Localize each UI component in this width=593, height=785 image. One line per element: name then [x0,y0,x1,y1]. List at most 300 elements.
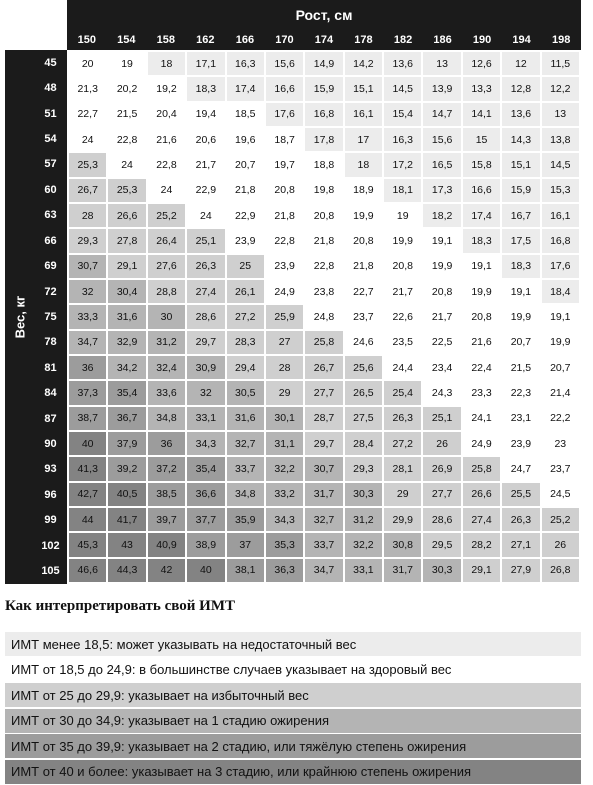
bmi-cell: 27,5 [345,407,382,430]
bmi-cell: 23,9 [502,432,539,455]
bmi-cell: 34,8 [227,483,264,506]
bmi-cell: 26,4 [148,229,185,252]
weight-header-81: 81 [44,361,57,374]
bmi-cell: 28,6 [187,305,224,328]
weight-header-66: 66 [44,234,57,247]
bmi-cell: 21,8 [345,255,382,278]
interpretation-item [5,760,581,784]
bmi-cell: 43 [108,533,145,556]
interpretation-item [5,734,581,758]
bmi-cell: 38,7 [69,407,106,430]
bmi-cell: 31,2 [148,331,185,354]
weight-header-54: 54 [44,132,57,145]
bmi-cell: 21,5 [502,356,539,379]
interpretation-item-text: ИМТ от 25 до 29,9: указывает на избыточный вес [11,687,309,703]
bmi-cell: 17,2 [384,153,421,176]
bmi-cell: 18,3 [502,255,539,278]
bmi-cell: 19,1 [502,280,539,303]
bmi-cell: 27,4 [187,280,224,303]
weight-header-84: 84 [44,387,57,400]
bmi-cell: 17,4 [463,204,500,227]
bmi-cell: 26 [423,432,460,455]
bmi-cell: 12,2 [542,77,579,100]
bmi-cell: 19,1 [463,255,500,278]
bmi-cell: 20,2 [108,77,145,100]
weight-header-45: 45 [44,56,57,69]
weight-header-63: 63 [44,209,57,222]
bmi-cell: 23,1 [502,407,539,430]
bmi-cell: 13,8 [542,128,579,151]
bmi-cell: 17,8 [305,128,342,151]
bmi-cell: 39,7 [148,508,185,531]
bmi-cell: 27 [266,331,303,354]
bmi-cell: 40,9 [148,533,185,556]
bmi-cell: 27,2 [227,305,264,328]
bmi-cell: 16,5 [423,153,460,176]
bmi-cell: 24 [187,204,224,227]
bmi-cell: 15,4 [384,103,421,126]
bmi-cell: 42 [148,559,185,582]
bmi-cell: 32,2 [345,533,382,556]
bmi-cell: 31,7 [384,559,421,582]
bmi-cell: 28,8 [148,280,185,303]
bmi-cell: 31,1 [266,432,303,455]
bmi-cell: 29,5 [423,533,460,556]
bmi-cell: 29,3 [69,229,106,252]
bmi-cell: 30,9 [187,356,224,379]
bmi-cell: 18,3 [463,229,500,252]
bmi-cell: 37 [227,533,264,556]
bmi-cell: 22,2 [542,407,579,430]
interpretation-item-text: ИМТ от 40 и более: указывает на 3 стадию, или крайнюю степень ожирения [11,764,472,779]
bmi-cell: 26,3 [502,508,539,531]
bmi-cell: 20,7 [227,153,264,176]
bmi-cell: 28,3 [227,331,264,354]
bmi-cell: 21,8 [266,204,303,227]
bmi-cell: 19,1 [542,305,579,328]
bmi-cell: 23,7 [345,305,382,328]
bmi-cell: 14,9 [305,52,342,75]
bmi-cell: 21,5 [108,103,145,126]
bmi-cell: 34,8 [148,407,185,430]
bmi-cell: 40,5 [108,483,145,506]
bmi-cell: 28,7 [305,407,342,430]
bmi-cell: 41,7 [108,508,145,531]
bmi-cell: 23,9 [227,229,264,252]
bmi-cell: 20 [69,52,106,75]
bmi-cell: 26,1 [227,280,264,303]
bmi-cell: 23,9 [266,255,303,278]
bmi-cell: 12,8 [502,77,539,100]
bmi-cell: 22,9 [187,179,224,202]
height-header-178: 178 [354,34,373,46]
bmi-cell: 22,8 [148,153,185,176]
bmi-cell: 18,5 [227,103,264,126]
bmi-cell: 24,7 [502,457,539,480]
bmi-cell: 25,3 [108,179,145,202]
bmi-cell: 24,6 [345,331,382,354]
bmi-cell: 26,9 [423,457,460,480]
height-header-174: 174 [314,34,334,46]
bmi-cell: 14,5 [384,77,421,100]
height-header-190: 190 [472,34,492,46]
bmi-cell: 17,3 [423,179,460,202]
bmi-cell: 45,3 [69,533,106,556]
bmi-cell: 29,7 [305,432,342,455]
bmi-cell: 17,4 [227,77,264,100]
bmi-cell: 12,6 [463,52,500,75]
bmi-cell: 24,5 [542,483,579,506]
bmi-cell: 36 [69,356,106,379]
interpretation-item-text: ИМТ от 35 до 39,9: указывает на 2 стадию, или тяжёлую степень ожирения [11,738,467,754]
height-header-186: 186 [433,34,452,46]
bmi-cell: 20,8 [266,179,303,202]
bmi-cell: 30,3 [423,559,460,582]
bmi-cell: 24,8 [305,305,342,328]
height-header-162: 162 [196,34,215,46]
bmi-cell: 36,6 [187,483,224,506]
bmi-cell: 20,4 [148,103,185,126]
bmi-cell: 28,4 [345,432,382,455]
bmi-cell: 16,1 [345,103,382,126]
bmi-cell: 15 [463,128,500,151]
bmi-cell: 33,1 [187,407,224,430]
bmi-cell: 26,5 [345,381,382,404]
bmi-cell: 24 [108,153,145,176]
interpretation-item-text: ИМТ от 18,5 до 24,9: в большинстве случаев указывает на здоровый вес [11,662,452,677]
bmi-cell: 30,5 [227,381,264,404]
height-header-row [67,30,581,50]
weight-header-57: 57 [44,158,57,171]
bmi-cell: 23,7 [542,457,579,480]
bmi-cell: 19,9 [384,229,421,252]
bmi-cell: 30,1 [266,407,303,430]
bmi-cell: 19,9 [542,331,579,354]
bmi-cell: 21,7 [187,153,224,176]
bmi-cell: 34,7 [305,559,342,582]
bmi-cell: 19,6 [227,128,264,151]
bmi-cell: 34,3 [187,432,224,455]
weight-header-72: 72 [44,285,57,298]
interpretation-item-text: ИМТ менее 18,5: может указывать на недостаточный вес [11,636,357,652]
bmi-cell: 22,4 [463,356,500,379]
bmi-cell: 21,7 [423,305,460,328]
bmi-cell: 24,9 [463,432,500,455]
weight-header-99: 99 [44,514,57,527]
bmi-cell: 21,8 [227,179,264,202]
weight-header-102: 102 [41,539,60,552]
bmi-cell: 19,4 [187,103,224,126]
bmi-cell: 28 [69,204,106,227]
bmi-cell: 24 [148,179,185,202]
bmi-cell: 35,9 [227,508,264,531]
bmi-cell: 15,1 [502,153,539,176]
bmi-cell: 21,3 [69,77,106,100]
bmi-cell: 29,9 [384,508,421,531]
bmi-cell: 34,2 [108,356,145,379]
bmi-cell: 22,9 [227,204,264,227]
bmi-cell: 25,1 [187,229,224,252]
bmi-cell: 23,4 [423,356,460,379]
bmi-cell: 32,4 [148,356,185,379]
bmi-cell: 31,7 [305,483,342,506]
bmi-cell: 18 [345,153,382,176]
bmi-cell: 11,5 [542,52,579,75]
interpretation-item [5,683,581,707]
bmi-cell: 28 [266,356,303,379]
bmi-cell: 30,7 [69,255,106,278]
bmi-cell: 28,6 [423,508,460,531]
bmi-cell: 37,3 [69,381,106,404]
bmi-cell: 26,6 [108,204,145,227]
bmi-cell: 32,9 [108,331,145,354]
bmi-cell: 32,2 [266,457,303,480]
bmi-cell: 25,9 [266,305,303,328]
bmi-cell: 23 [542,432,579,455]
bmi-cell: 20,6 [187,128,224,151]
bmi-cell: 44 [69,508,106,531]
bmi-cell: 27,8 [108,229,145,252]
interpretation-legend [5,632,581,785]
bmi-cell: 17,1 [187,52,224,75]
weight-header-93: 93 [44,463,57,476]
height-axis-title: Рост, см [67,0,581,30]
bmi-cell: 16,3 [384,128,421,151]
bmi-cell: 26,3 [384,407,421,430]
bmi-cell: 23,3 [463,381,500,404]
bmi-cell: 18,1 [384,179,421,202]
bmi-cell: 24,9 [266,280,303,303]
height-header-154: 154 [117,34,136,46]
weight-header-75: 75 [44,310,57,323]
weight-header-96: 96 [44,488,57,501]
bmi-cell: 22,5 [423,331,460,354]
bmi-cell: 24 [69,128,106,151]
bmi-cell: 46,6 [69,559,106,582]
height-header-158: 158 [156,34,175,46]
weight-header-51: 51 [44,107,57,120]
bmi-cell: 25,6 [345,356,382,379]
bmi-cell: 14,7 [423,103,460,126]
bmi-cell: 36,7 [108,407,145,430]
bmi-cell: 25,5 [502,483,539,506]
bmi-cell: 28,1 [384,457,421,480]
bmi-cell: 28,2 [463,533,500,556]
interpretation-item [5,709,581,733]
bmi-cell: 41,3 [69,457,106,480]
weight-header-48: 48 [44,82,57,95]
bmi-cell: 27,7 [305,381,342,404]
bmi-cell: 32,7 [227,432,264,455]
bmi-cell: 15,9 [305,77,342,100]
bmi-cell: 15,3 [542,179,579,202]
bmi-cell: 30,3 [345,483,382,506]
bmi-cell: 32,7 [305,508,342,531]
bmi-cell: 24,3 [423,381,460,404]
bmi-cell: 36 [148,432,185,455]
bmi-cell: 33,2 [266,483,303,506]
bmi-cell: 26,3 [187,255,224,278]
bmi-cell: 15,6 [266,52,303,75]
bmi-cell: 22,8 [305,255,342,278]
bmi-cell: 17,6 [542,255,579,278]
bmi-cell: 18,4 [542,280,579,303]
bmi-cell: 25,2 [148,204,185,227]
bmi-cell: 20,8 [305,204,342,227]
bmi-cell: 15,1 [345,77,382,100]
bmi-cell: 25,8 [305,331,342,354]
bmi-cell: 20,7 [542,356,579,379]
interpretation-item [5,632,581,656]
bmi-cell: 18,9 [345,179,382,202]
bmi-cell: 12 [502,52,539,75]
bmi-cell: 27,7 [423,483,460,506]
bmi-cell: 17 [345,128,382,151]
bmi-cell: 44,3 [108,559,145,582]
weight-header-column [34,50,67,584]
bmi-cell: 22,3 [502,381,539,404]
bmi-cell: 25,3 [69,153,106,176]
bmi-cell: 35,3 [266,533,303,556]
bmi-cell: 33,7 [227,457,264,480]
bmi-cell: 32 [69,280,106,303]
bmi-cell: 27,1 [502,533,539,556]
bmi-cell: 21,8 [305,229,342,252]
bmi-cell: 13 [423,52,460,75]
bmi-cell: 20,8 [423,280,460,303]
bmi-cell: 13 [542,103,579,126]
bmi-cell: 25,1 [423,407,460,430]
weight-axis-title: Вес, кг [12,295,27,339]
height-header-182: 182 [393,34,413,46]
bmi-cell: 14,1 [463,103,500,126]
interpretation-title: Как интерпретировать свой ИМТ [5,598,235,614]
bmi-cell: 22,8 [108,128,145,151]
bmi-cell: 40 [69,432,106,455]
bmi-cell: 26,8 [542,559,579,582]
bmi-cell: 16,7 [502,204,539,227]
bmi-cell: 16,6 [266,77,303,100]
bmi-cell: 15,9 [502,179,539,202]
bmi-cell: 16,8 [542,229,579,252]
bmi-cell: 13,6 [502,103,539,126]
bmi-cell: 25,8 [463,457,500,480]
bmi-cell: 18,3 [187,77,224,100]
bmi-cell: 29,1 [108,255,145,278]
bmi-cell: 27,6 [148,255,185,278]
weight-header-69: 69 [44,260,57,273]
bmi-cell: 25,4 [384,381,421,404]
bmi-cell: 19,1 [423,229,460,252]
bmi-cell: 21,6 [463,331,500,354]
bmi-cell: 20,8 [463,305,500,328]
bmi-cell: 22,7 [69,103,106,126]
bmi-cell: 38,9 [187,533,224,556]
bmi-cell: 33,1 [345,559,382,582]
bmi-cell: 13,3 [463,77,500,100]
bmi-cell: 19,8 [305,179,342,202]
bmi-cell: 19,9 [423,255,460,278]
bmi-cell: 20,8 [384,255,421,278]
bmi-cell: 16,3 [227,52,264,75]
bmi-cell: 25 [227,255,264,278]
bmi-cell: 19,9 [463,280,500,303]
weight-axis-bar [5,50,34,584]
bmi-cell: 31,6 [108,305,145,328]
bmi-cell: 18 [148,52,185,75]
bmi-cell: 26,7 [305,356,342,379]
bmi-cell: 33,7 [305,533,342,556]
bmi-cell: 19,2 [148,77,185,100]
bmi-cell: 21,4 [542,381,579,404]
bmi-value-grid [67,50,581,584]
height-header-166: 166 [235,34,255,46]
bmi-cell: 17,6 [266,103,303,126]
bmi-cell: 35,4 [187,457,224,480]
bmi-cell: 40 [187,559,224,582]
bmi-cell: 30,4 [108,280,145,303]
bmi-cell: 19,9 [345,204,382,227]
bmi-cell: 14,2 [345,52,382,75]
weight-header-78: 78 [44,336,57,349]
bmi-cell: 29,1 [463,559,500,582]
bmi-cell: 16,6 [463,179,500,202]
bmi-cell: 17,5 [502,229,539,252]
bmi-cell: 37,7 [187,508,224,531]
bmi-cell: 42,7 [69,483,106,506]
bmi-cell: 23,5 [384,331,421,354]
bmi-cell: 30,8 [384,533,421,556]
bmi-cell: 23,8 [305,280,342,303]
height-header-150: 150 [77,34,96,46]
bmi-cell: 20,7 [502,331,539,354]
bmi-cell: 24,1 [463,407,500,430]
bmi-cell: 29 [384,483,421,506]
bmi-cell: 36,3 [266,559,303,582]
bmi-cell: 18,2 [423,204,460,227]
bmi-cell: 27,4 [463,508,500,531]
bmi-cell: 22,6 [384,305,421,328]
bmi-cell: 13,6 [384,52,421,75]
bmi-cell: 19,9 [502,305,539,328]
bmi-cell: 26,6 [463,483,500,506]
weight-header-87: 87 [44,412,57,425]
bmi-cell: 34,7 [69,331,106,354]
bmi-cell: 22,8 [266,229,303,252]
height-header-198: 198 [551,34,571,46]
bmi-cell: 27,2 [384,432,421,455]
bmi-cell: 14,3 [502,128,539,151]
bmi-cell: 19 [108,52,145,75]
bmi-cell: 29,3 [345,457,382,480]
bmi-cell: 19 [384,204,421,227]
bmi-cell: 15,8 [463,153,500,176]
bmi-cell: 21,7 [384,280,421,303]
bmi-cell: 38,1 [227,559,264,582]
bmi-cell: 31,2 [345,508,382,531]
bmi-cell: 16,1 [542,204,579,227]
bmi-cell: 29,4 [227,356,264,379]
bmi-cell: 35,4 [108,381,145,404]
bmi-cell: 29 [266,381,303,404]
bmi-cell: 34,3 [266,508,303,531]
bmi-cell: 18,7 [266,128,303,151]
weight-header-60: 60 [44,183,57,196]
bmi-cell: 15,6 [423,128,460,151]
height-header-170: 170 [275,34,294,46]
bmi-cell: 27,9 [502,559,539,582]
bmi-cell: 21,6 [148,128,185,151]
